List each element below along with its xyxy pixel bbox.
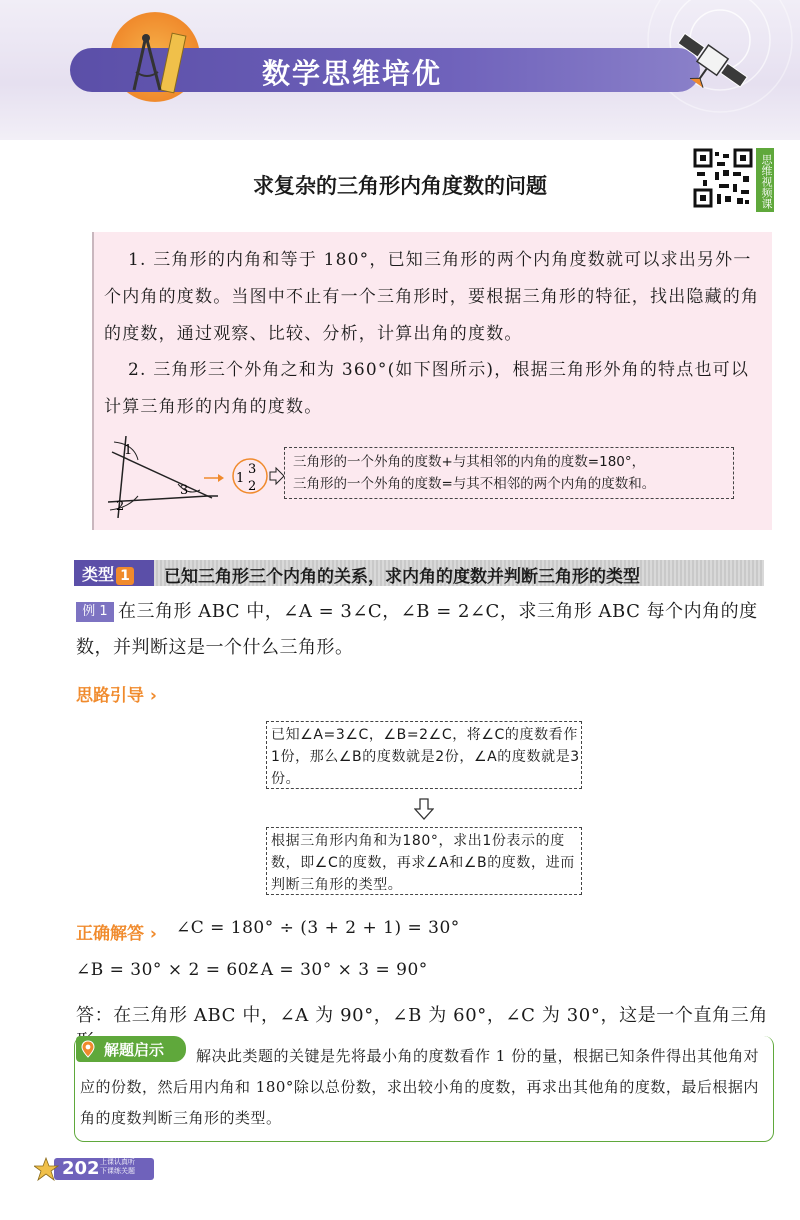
answer-label-text: 正确解答 xyxy=(76,924,144,944)
answer-line-2a: ∠B = 30° × 2 = 60° xyxy=(76,960,258,980)
diagram-circle-label-1: 1 xyxy=(236,471,245,486)
footer-tagline-1: 上课认真听 xyxy=(100,1158,135,1166)
example-badge: 例 1 xyxy=(76,602,114,622)
hint-badge: 解题启示 xyxy=(76,1036,186,1062)
down-arrow-icon xyxy=(414,797,434,821)
answer-label: 正确解答 › xyxy=(76,924,157,944)
diagram-circle-label-2: 2 xyxy=(248,479,257,494)
qr-video-tag: 思维视频课 xyxy=(756,148,774,212)
example-text: 在三角形 ABC 中，∠A = 3∠C，∠B = 2∠C，求三角形 ABC 每个内角的度数，并判断这是一个什么三角形。 xyxy=(76,601,758,658)
diagram-circle-label-3: 3 xyxy=(248,462,257,477)
page-title: 求复杂的三角形内角度数的问题 xyxy=(253,174,547,198)
info-paragraph-1: 1. 三角形的内角和等于 180°，已知三角形的两个内角度数就可以求出另外一个内角的度数。当图中不止有一个三角形时，要根据三角形的特征，找出隐藏的角的度数，通过观察、比较、分析，计算出角的度数。 xyxy=(104,250,760,344)
diagram-label-3: 3 xyxy=(180,483,189,498)
formula-line-1: 三角形的一个外角的度数+与其相邻的内角的度数=180°， xyxy=(293,454,646,470)
thought-guide-label: 思路引导 › xyxy=(76,686,157,706)
type-number: 1 xyxy=(116,567,134,585)
info-paragraph-2: 2. 三角形三个外角之和为 360°(如下图所示)，根据三角形外角的特点也可以计算三角形的内角的度数。 xyxy=(104,360,750,417)
answer-line-1: ∠C = 180° ÷ (3 + 2 + 1) = 30° xyxy=(176,918,460,938)
diagram-label-2: 2 xyxy=(116,499,125,514)
final-answer: 答：在三角形 ABC 中，∠A 为 90°，∠B 为 60°，∠C 为 30°，这是一个直角三角 xyxy=(76,1005,768,1026)
hint-text: 解决此类题的关键是先将最小角的度数看作 1 份的量，根据已知条件得出其他角对应的份数，然后用内角和 180°除以总份数，求出较小角的度数，再求出其他角的度数，最后根据内角的度数判断三角形的类型。 xyxy=(80,1047,760,1127)
satellite-icon xyxy=(672,26,752,96)
thought-box-1: 已知∠A=3∠C，∠B=2∠C，将∠C的度数看作1份，那么∠B的度数就是2份，∠A的度数就是3份。 xyxy=(266,721,582,789)
compass-ruler-icon xyxy=(124,28,194,98)
diagram-label-1: 1 xyxy=(124,443,133,458)
type-badge xyxy=(74,560,154,586)
location-pin-icon xyxy=(80,1040,96,1058)
footer-tagline xyxy=(100,1158,135,1176)
answer-line-2b: ∠A = 30° × 3 = 90° xyxy=(246,960,428,980)
formula-line-2: 三角形的一个外角的度数=与其不相邻的两个内角的度数和。 xyxy=(293,476,656,492)
thought-guide-text: 思路引导 xyxy=(76,686,144,706)
page-number: 202 xyxy=(62,1158,100,1179)
header-banner xyxy=(0,0,800,140)
exterior-angle-formula-box xyxy=(284,447,734,499)
footer-tagline-2: 下课练关题 xyxy=(100,1167,135,1175)
type-title: 已知三角形三个内角的关系，求内角的度数并判断三角形的类型 xyxy=(164,567,640,587)
banner-title: 数学思维培优 xyxy=(262,57,443,90)
type-badge-label: 类型 xyxy=(82,565,115,584)
thought-box-2: 根据三角形内角和为180°，求出1份表示的度数，即∠C的度数，再求∠A和∠B的度数，进而判断三角形的类型。 xyxy=(266,827,582,895)
